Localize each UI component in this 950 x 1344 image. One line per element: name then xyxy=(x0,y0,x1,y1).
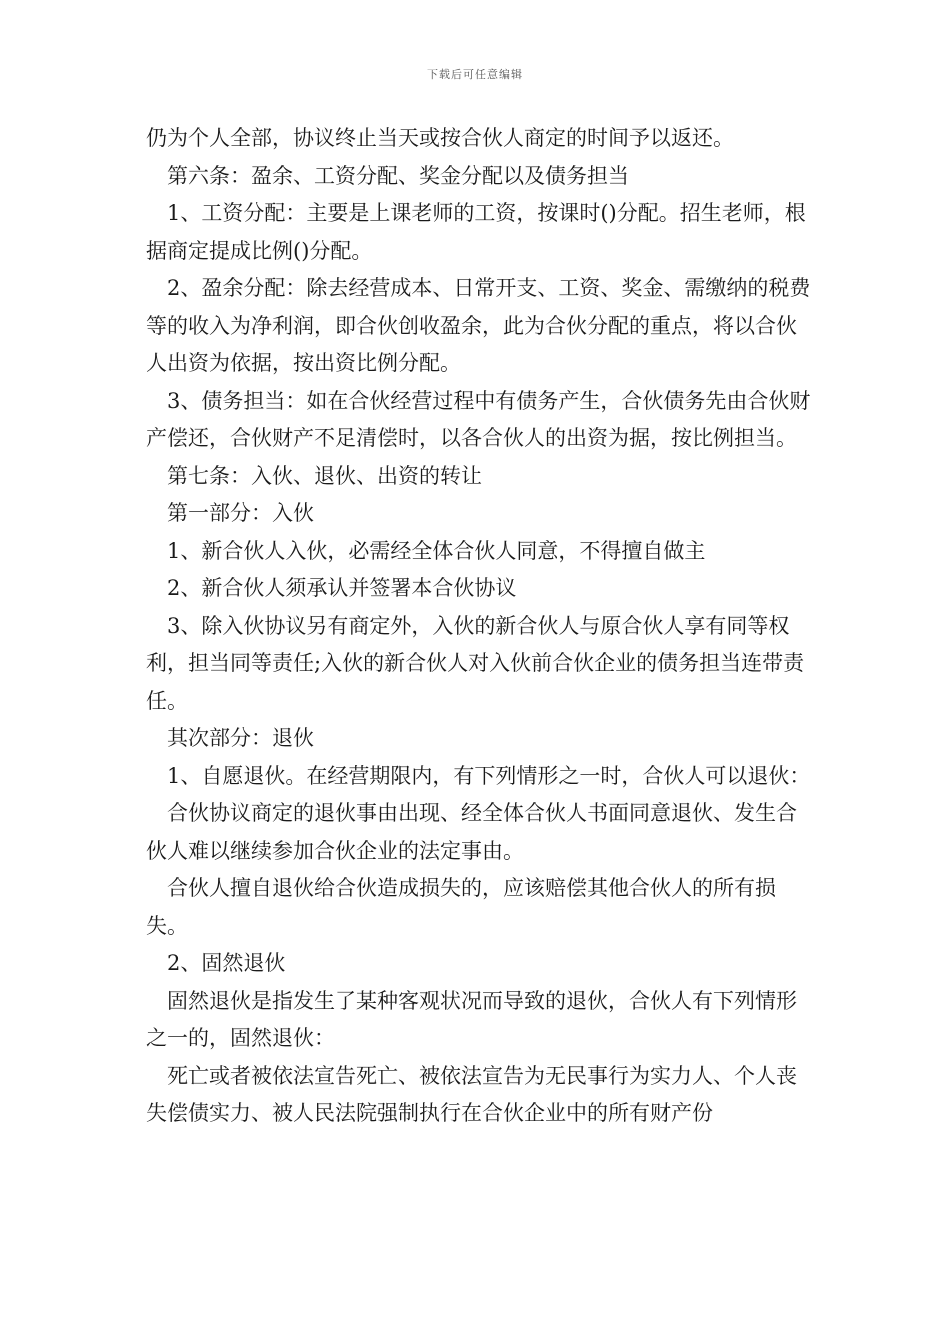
section-heading: 第一部分：入伙 xyxy=(167,501,314,525)
paragraph: 仍为个人全部，协议终止当天或按合伙人商定的时间予以返还。 xyxy=(146,126,734,150)
paragraph: 2、固然退伙 xyxy=(167,951,286,975)
paragraph: 1、新合伙人入伙，必需经全体合伙人同意，不得擅自做主 xyxy=(167,538,706,563)
paragraph: 合伙人擅自退伙给合伙造成损失的，应该赔偿其他合伙人的所有损失。 xyxy=(146,876,776,938)
paragraph: 固然退伙是指发生了某种客观状况而导致的退伙，合伙人有下列情形之一的，固然退伙： xyxy=(146,988,797,1050)
paragraph: 死亡或者被依法宣告死亡、被依法宣告为无民事行为实力人、个人丧失偿债实力、被人民法院强制执行在合伙企业中的所有财产份 xyxy=(146,1063,797,1125)
page-header: 下载后可任意编辑 xyxy=(427,68,523,81)
paragraph: 2、盈余分配：除去经营成本、日常开支、工资、奖金、需缴纳的税费等的收入为净利润，即合伙创收盈余，此为合伙分配的重点，将以合伙人出资为依据，按出资比例分配。 xyxy=(146,276,811,375)
paragraph: 3、除入伙协议另有商定外，入伙的新合伙人与原合伙人享有同等权利，担当同等责任;入伙的新合伙人对入伙前合伙企业的债务担当连带责任。 xyxy=(146,613,805,713)
article-6-heading: 第六条：盈余、工资分配、奖金分配以及债务担当 xyxy=(167,163,629,188)
article-7-heading: 第七条：入伙、退伙、出资的转让 xyxy=(167,463,482,488)
paragraph: 1、工资分配：主要是上课老师的工资，按课时()分配。招生老师，根据商定提成比例()分配。 xyxy=(146,201,806,263)
paragraph: 3、债务担当：如在合伙经营过程中有债务产生，合伙债务先由合伙财产偿还，合伙财产不足清偿时，以各合伙人的出资为据，按比例担当。 xyxy=(146,388,811,450)
paragraph: 合伙协议商定的退伙事由出现、经全体合伙人书面同意退伙、发生合伙人难以继续参加合伙企业的法定事由。 xyxy=(146,801,797,863)
document-body xyxy=(146,120,816,1133)
paragraph: 2、新合伙人须承认并签署本合伙协议 xyxy=(167,576,517,600)
section-heading: 其次部分：退伙 xyxy=(167,726,314,750)
paragraph: 1、自愿退伙。在经营期限内，有下列情形之一时，合伙人可以退伙： xyxy=(167,763,811,788)
